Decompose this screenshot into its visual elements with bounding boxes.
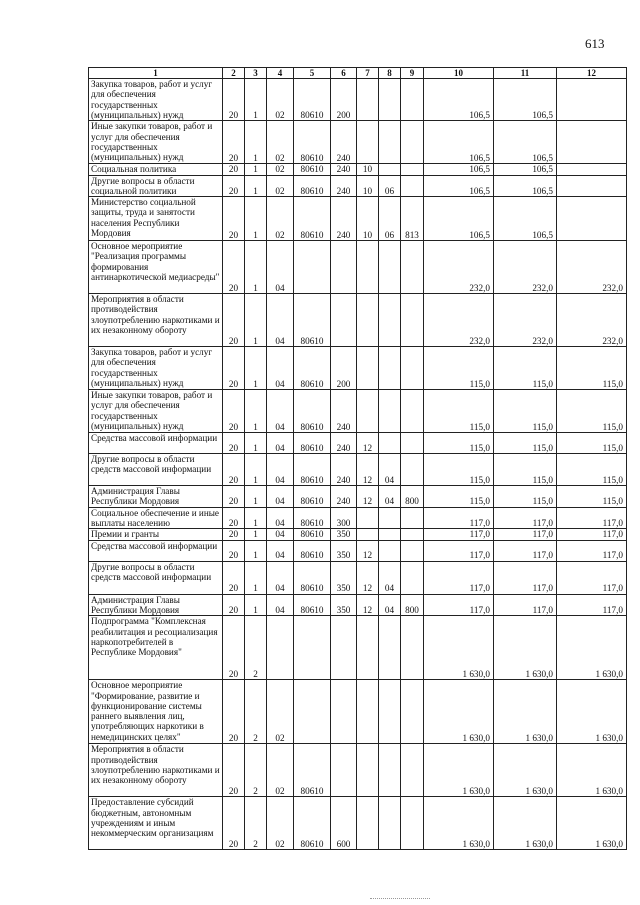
row-name-cell: Основное мероприятие "Формирование, развитие и функционирование системы раннего выявления лиц, употребляющих наркотики в немедицинских целях"	[89, 680, 223, 744]
table-row	[89, 347, 627, 390]
code-cell	[357, 390, 379, 433]
code-cell: 02	[267, 175, 294, 197]
code-cell: 20	[223, 454, 245, 486]
table-row	[89, 744, 627, 797]
code-cell: 20	[223, 529, 245, 540]
column-header-8: 8	[379, 68, 401, 79]
table-row	[89, 594, 627, 616]
code-cell	[357, 680, 379, 744]
code-cell: 12	[357, 486, 379, 508]
code-cell: 80610	[294, 175, 331, 197]
code-cell	[331, 616, 357, 680]
code-cell: 1	[245, 121, 267, 164]
amount-cell: 117,0	[494, 540, 557, 561]
amount-cell: 1 630,0	[424, 797, 494, 850]
row-name-cell: Премии и гранты	[89, 529, 223, 540]
code-cell: 02	[267, 797, 294, 850]
code-cell: 300	[331, 507, 357, 529]
code-cell	[379, 164, 401, 175]
code-cell: 20	[223, 79, 245, 121]
amount-cell: 115,0	[494, 433, 557, 454]
code-cell: 1	[245, 164, 267, 175]
code-cell: 04	[267, 454, 294, 486]
row-name-cell: Другие вопросы в области средств массовой информации	[89, 561, 223, 594]
row-name-cell: Иные закупки товаров, работ и услуг для обеспечения государственных (муниципальных) нужд	[89, 121, 223, 164]
row-name-cell: Закупка товаров, работ и услуг для обеспечения государственных (муниципальных) нужд	[89, 79, 223, 121]
table-row	[89, 164, 627, 175]
amount-cell: 115,0	[557, 454, 627, 486]
amount-cell: 117,0	[557, 561, 627, 594]
amount-cell: 115,0	[494, 454, 557, 486]
amount-cell: 106,5	[424, 164, 494, 175]
amount-cell	[557, 175, 627, 197]
amount-cell: 1 630,0	[557, 744, 627, 797]
code-cell: 1	[245, 197, 267, 241]
amount-cell: 115,0	[557, 347, 627, 390]
code-cell: 80610	[294, 164, 331, 175]
code-cell: 813	[401, 197, 424, 241]
code-cell	[294, 616, 331, 680]
code-cell: 240	[331, 121, 357, 164]
amount-cell: 1 630,0	[424, 744, 494, 797]
table-body	[89, 79, 627, 850]
code-cell: 06	[379, 175, 401, 197]
column-header-9: 9	[401, 68, 424, 79]
amount-cell: 1 630,0	[494, 744, 557, 797]
code-cell: 02	[267, 680, 294, 744]
column-header-10: 10	[424, 68, 494, 79]
code-cell	[401, 680, 424, 744]
code-cell	[379, 294, 401, 347]
page-number: 613	[585, 36, 605, 51]
code-cell: 20	[223, 680, 245, 744]
code-cell: 04	[267, 529, 294, 540]
code-cell: 20	[223, 241, 245, 294]
amount-cell: 117,0	[494, 594, 557, 616]
code-cell: 2	[245, 797, 267, 850]
column-header-2: 2	[223, 68, 245, 79]
column-header-6: 6	[331, 68, 357, 79]
code-cell: 80610	[294, 507, 331, 529]
code-cell: 02	[267, 197, 294, 241]
code-cell: 80610	[294, 347, 331, 390]
code-cell	[401, 121, 424, 164]
code-cell: 240	[331, 486, 357, 508]
code-cell: 80610	[294, 540, 331, 561]
code-cell: 20	[223, 561, 245, 594]
code-cell: 20	[223, 390, 245, 433]
row-name-cell: Средства массовой информации	[89, 540, 223, 561]
row-name-cell: Администрация Главы Республики Мордовия	[89, 594, 223, 616]
row-name-cell: Социальное обеспечение и иные выплаты населению	[89, 507, 223, 529]
code-cell: 20	[223, 197, 245, 241]
amount-cell: 1 630,0	[424, 616, 494, 680]
code-cell	[294, 680, 331, 744]
code-cell	[357, 79, 379, 121]
code-cell: 12	[357, 454, 379, 486]
row-name-cell: Министерство социальной защиты, труда и занятости населения Республики Мордовия	[89, 197, 223, 241]
code-cell: 80610	[294, 197, 331, 241]
code-cell: 02	[267, 79, 294, 121]
amount-cell: 117,0	[494, 529, 557, 540]
amount-cell: 115,0	[494, 486, 557, 508]
code-cell	[379, 241, 401, 294]
code-cell: 10	[357, 175, 379, 197]
column-header-1: 1	[89, 68, 223, 79]
code-cell	[401, 454, 424, 486]
code-cell: 600	[331, 797, 357, 850]
amount-cell: 232,0	[557, 294, 627, 347]
amount-cell: 106,5	[494, 175, 557, 197]
code-cell: 80610	[294, 797, 331, 850]
amount-cell: 1 630,0	[424, 680, 494, 744]
amount-cell: 1 630,0	[557, 680, 627, 744]
code-cell: 240	[331, 454, 357, 486]
code-cell: 80610	[294, 433, 331, 454]
column-header-5: 5	[294, 68, 331, 79]
code-cell	[401, 433, 424, 454]
code-cell	[401, 561, 424, 594]
table-row	[89, 507, 627, 529]
table-row	[89, 121, 627, 164]
amount-cell: 106,5	[494, 79, 557, 121]
row-name-cell: Другие вопросы в области социальной политики	[89, 175, 223, 197]
column-header-11: 11	[494, 68, 557, 79]
code-cell	[331, 680, 357, 744]
row-name-cell: Подпрограмма "Комплексная реабилитация и ресоциализация наркопотребителей в Республике Мордовия"	[89, 616, 223, 680]
code-cell: 80610	[294, 594, 331, 616]
amount-cell: 1 630,0	[557, 797, 627, 850]
amount-cell: 232,0	[494, 294, 557, 347]
amount-cell: 232,0	[494, 241, 557, 294]
code-cell	[401, 164, 424, 175]
code-cell: 80610	[294, 561, 331, 594]
code-cell: 02	[267, 121, 294, 164]
code-cell: 1	[245, 486, 267, 508]
column-header-12: 12	[557, 68, 627, 79]
row-name-cell: Основное мероприятие "Реализация программы формирования антинаркотической медиасреды"	[89, 241, 223, 294]
table-row	[89, 561, 627, 594]
row-name-cell: Мероприятия в области противодействия злоупотреблению наркотиками и их незаконному обороту	[89, 294, 223, 347]
code-cell	[401, 616, 424, 680]
code-cell	[331, 241, 357, 294]
code-cell: 20	[223, 175, 245, 197]
row-name-cell: Социальная политика	[89, 164, 223, 175]
code-cell: 80610	[294, 486, 331, 508]
amount-cell: 1 630,0	[494, 680, 557, 744]
amount-cell: 1 630,0	[557, 616, 627, 680]
table-row	[89, 79, 627, 121]
table-row	[89, 454, 627, 486]
amount-cell: 117,0	[424, 561, 494, 594]
code-cell: 04	[267, 433, 294, 454]
code-cell: 800	[401, 486, 424, 508]
row-name-cell: Закупка товаров, работ и услуг для обеспечения государственных (муниципальных) нужд	[89, 347, 223, 390]
code-cell: 04	[267, 241, 294, 294]
code-cell	[401, 797, 424, 850]
code-cell	[401, 175, 424, 197]
code-cell	[267, 616, 294, 680]
code-cell: 1	[245, 390, 267, 433]
code-cell: 80610	[294, 529, 331, 540]
amount-cell: 115,0	[557, 390, 627, 433]
code-cell: 12	[357, 540, 379, 561]
code-cell: 06	[379, 197, 401, 241]
code-cell: 02	[267, 744, 294, 797]
amount-cell: 232,0	[424, 294, 494, 347]
amount-cell: 106,5	[424, 121, 494, 164]
code-cell	[379, 390, 401, 433]
table-row	[89, 486, 627, 508]
code-cell: 2	[245, 744, 267, 797]
amount-cell: 232,0	[424, 241, 494, 294]
table-row	[89, 529, 627, 540]
amount-cell: 115,0	[494, 347, 557, 390]
row-name-cell: Администрация Главы Республики Мордовия	[89, 486, 223, 508]
code-cell	[294, 241, 331, 294]
code-cell: 04	[267, 390, 294, 433]
code-cell: 80610	[294, 294, 331, 347]
amount-cell: 115,0	[424, 454, 494, 486]
code-cell: 04	[267, 347, 294, 390]
code-cell: 200	[331, 347, 357, 390]
code-cell: 1	[245, 454, 267, 486]
scan-artifact	[370, 898, 430, 901]
code-cell	[357, 121, 379, 164]
amount-cell: 115,0	[424, 390, 494, 433]
code-cell	[401, 241, 424, 294]
code-cell: 04	[379, 454, 401, 486]
code-cell	[331, 294, 357, 347]
code-cell: 20	[223, 594, 245, 616]
code-cell: 20	[223, 507, 245, 529]
code-cell: 02	[267, 164, 294, 175]
code-cell	[379, 680, 401, 744]
code-cell: 350	[331, 529, 357, 540]
table-row	[89, 175, 627, 197]
code-cell: 240	[331, 197, 357, 241]
amount-cell: 115,0	[557, 486, 627, 508]
code-cell: 20	[223, 347, 245, 390]
code-cell: 350	[331, 540, 357, 561]
table-row	[89, 294, 627, 347]
code-cell: 20	[223, 540, 245, 561]
amount-cell: 106,5	[494, 121, 557, 164]
code-cell: 20	[223, 294, 245, 347]
code-cell: 1	[245, 175, 267, 197]
code-cell: 1	[245, 347, 267, 390]
table-row	[89, 390, 627, 433]
code-cell: 04	[267, 594, 294, 616]
amount-cell: 106,5	[494, 164, 557, 175]
code-cell: 20	[223, 164, 245, 175]
amount-cell: 106,5	[424, 79, 494, 121]
code-cell: 240	[331, 390, 357, 433]
amount-cell: 232,0	[557, 241, 627, 294]
code-cell	[379, 529, 401, 540]
code-cell: 1	[245, 294, 267, 347]
code-cell: 20	[223, 121, 245, 164]
code-cell: 1	[245, 79, 267, 121]
amount-cell: 115,0	[424, 433, 494, 454]
code-cell: 20	[223, 744, 245, 797]
code-cell: 10	[357, 197, 379, 241]
code-cell: 04	[267, 540, 294, 561]
code-cell: 2	[245, 680, 267, 744]
amount-cell: 117,0	[424, 529, 494, 540]
code-cell	[379, 507, 401, 529]
code-cell	[357, 744, 379, 797]
table-row	[89, 197, 627, 241]
code-cell	[379, 744, 401, 797]
code-cell: 1	[245, 540, 267, 561]
code-cell	[357, 507, 379, 529]
amount-cell: 117,0	[494, 507, 557, 529]
row-name-cell: Предоставление субсидий бюджетным, автономным учреждениям и иным некоммерческим организациям	[89, 797, 223, 850]
code-cell	[401, 390, 424, 433]
code-cell: 1	[245, 594, 267, 616]
amount-cell: 117,0	[494, 561, 557, 594]
code-cell: 80610	[294, 744, 331, 797]
code-cell	[401, 507, 424, 529]
amount-cell: 117,0	[424, 507, 494, 529]
column-header-3: 3	[245, 68, 267, 79]
code-cell: 20	[223, 797, 245, 850]
code-cell: 04	[267, 507, 294, 529]
code-cell: 04	[267, 294, 294, 347]
code-cell	[379, 616, 401, 680]
code-cell	[357, 797, 379, 850]
table-row	[89, 616, 627, 680]
code-cell: 80610	[294, 390, 331, 433]
code-cell: 12	[357, 433, 379, 454]
amount-cell: 117,0	[424, 540, 494, 561]
code-cell	[357, 347, 379, 390]
amount-cell: 117,0	[557, 540, 627, 561]
amount-cell: 117,0	[557, 594, 627, 616]
code-cell	[401, 540, 424, 561]
amount-cell: 1 630,0	[494, 616, 557, 680]
code-cell: 1	[245, 241, 267, 294]
code-cell: 12	[357, 594, 379, 616]
amount-cell: 115,0	[424, 347, 494, 390]
code-cell: 10	[357, 164, 379, 175]
table-row	[89, 241, 627, 294]
amount-cell: 115,0	[557, 433, 627, 454]
code-cell: 20	[223, 616, 245, 680]
code-cell: 80610	[294, 79, 331, 121]
amount-cell: 1 630,0	[494, 797, 557, 850]
amount-cell: 117,0	[557, 529, 627, 540]
code-cell: 2	[245, 616, 267, 680]
code-cell	[331, 744, 357, 797]
code-cell	[401, 294, 424, 347]
table-row	[89, 540, 627, 561]
table-header-row	[89, 68, 627, 79]
code-cell	[357, 241, 379, 294]
code-cell: 04	[379, 486, 401, 508]
code-cell	[379, 79, 401, 121]
row-name-cell: Мероприятия в области противодействия злоупотреблению наркотиками и их незаконному обороту	[89, 744, 223, 797]
code-cell: 12	[357, 561, 379, 594]
amount-cell: 106,5	[424, 175, 494, 197]
code-cell: 240	[331, 175, 357, 197]
amount-cell	[557, 79, 627, 121]
row-name-cell: Другие вопросы в области средств массовой информации	[89, 454, 223, 486]
code-cell: 350	[331, 594, 357, 616]
code-cell	[401, 347, 424, 390]
code-cell	[379, 433, 401, 454]
code-cell: 04	[267, 561, 294, 594]
code-cell: 800	[401, 594, 424, 616]
code-cell	[379, 121, 401, 164]
row-name-cell: Средства массовой информации	[89, 433, 223, 454]
code-cell: 350	[331, 561, 357, 594]
code-cell: 1	[245, 507, 267, 529]
table-row	[89, 680, 627, 744]
code-cell: 1	[245, 529, 267, 540]
code-cell: 04	[267, 486, 294, 508]
code-cell: 240	[331, 164, 357, 175]
code-cell	[357, 529, 379, 540]
code-cell: 80610	[294, 121, 331, 164]
code-cell: 04	[379, 594, 401, 616]
amount-cell	[557, 197, 627, 241]
code-cell	[357, 616, 379, 680]
column-header-4: 4	[267, 68, 294, 79]
amount-cell: 117,0	[424, 594, 494, 616]
amount-cell	[557, 121, 627, 164]
code-cell: 04	[379, 561, 401, 594]
budget-table	[88, 67, 627, 850]
amount-cell: 115,0	[494, 390, 557, 433]
code-cell: 1	[245, 561, 267, 594]
code-cell	[379, 347, 401, 390]
table-row	[89, 433, 627, 454]
code-cell: 80610	[294, 454, 331, 486]
table-row	[89, 797, 627, 850]
code-cell: 200	[331, 79, 357, 121]
amount-cell: 115,0	[424, 486, 494, 508]
code-cell: 20	[223, 486, 245, 508]
amount-cell	[557, 164, 627, 175]
row-name-cell: Иные закупки товаров, работ и услуг для обеспечения государственных (муниципальных) нужд	[89, 390, 223, 433]
amount-cell: 106,5	[494, 197, 557, 241]
code-cell	[401, 744, 424, 797]
amount-cell: 117,0	[557, 507, 627, 529]
code-cell	[401, 79, 424, 121]
code-cell: 1	[245, 433, 267, 454]
code-cell	[379, 540, 401, 561]
code-cell	[401, 529, 424, 540]
code-cell	[357, 294, 379, 347]
amount-cell: 106,5	[424, 197, 494, 241]
code-cell	[379, 797, 401, 850]
column-header-7: 7	[357, 68, 379, 79]
code-cell: 20	[223, 433, 245, 454]
code-cell: 240	[331, 433, 357, 454]
